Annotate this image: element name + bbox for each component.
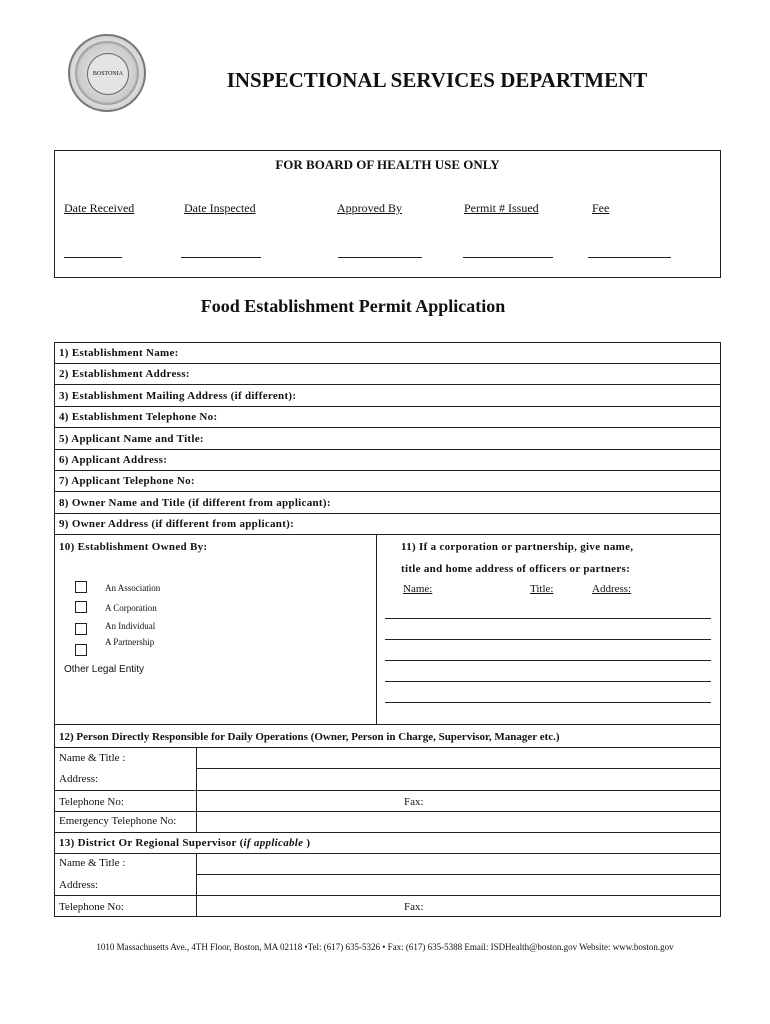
partnership-checkbox[interactable] xyxy=(75,644,87,656)
approved-by-line[interactable] xyxy=(338,257,422,258)
individual-label: An Individual xyxy=(105,621,156,631)
date-received-label: Date Received xyxy=(64,201,135,215)
responsible-address-label: Address: xyxy=(59,773,99,785)
officer-title-header: Title: xyxy=(530,583,554,595)
corporation-label: A Corporation xyxy=(105,603,157,613)
department-title: INSPECTIONAL SERVICES DEPARTMENT xyxy=(226,68,648,92)
date-inspected-label: Date Inspected xyxy=(184,201,256,215)
officer-address-header: Address: xyxy=(592,583,632,595)
owner-name-label: 8) Owner Name and Title (if different from applicant): xyxy=(59,497,331,509)
date-received-line[interactable] xyxy=(64,257,122,258)
board-heading: FOR BOARD OF HEALTH USE ONLY xyxy=(275,157,500,172)
association-label: An Association xyxy=(105,583,161,593)
establishment-name-label: 1) Establishment Name: xyxy=(59,347,179,359)
footer-contact: 1010 Massachusetts Ave., 4TH Floor, Boston, MA 02118 •Tel: (617) 635-5326 • Fax: (617) 635-5388 Email: ISDHealth@boston.gov Website: www.boston.gov xyxy=(96,942,674,952)
seal-text: BOSTONIA xyxy=(87,53,129,95)
other-legal-entity-label: Other Legal Entity xyxy=(64,664,145,675)
supervisor-telephone-label: Telephone No: xyxy=(59,901,124,913)
applicant-name-label: 5) Applicant Name and Title: xyxy=(59,433,204,445)
officer-line-1[interactable] xyxy=(385,618,711,619)
individual-checkbox[interactable] xyxy=(75,623,87,635)
district-supervisor-label: 13) District Or Regional Supervisor (if applicable ) xyxy=(59,837,311,849)
approved-by-label: Approved By xyxy=(337,201,402,215)
officers-instruction-line2: title and home address of officers or partners: xyxy=(401,563,631,575)
officers-instruction-line1: 11) If a corporation or partnership, give name, xyxy=(401,541,634,553)
officer-line-2[interactable] xyxy=(385,639,711,640)
permit-issued-label: Permit # Issued xyxy=(464,201,539,215)
fee-line[interactable] xyxy=(588,257,671,258)
owned-by-label: 10) Establishment Owned By: xyxy=(59,541,208,553)
association-checkbox[interactable] xyxy=(75,581,87,593)
section-divider xyxy=(376,534,377,724)
supervisor-address-label: Address: xyxy=(59,879,99,891)
corporation-checkbox[interactable] xyxy=(75,601,87,613)
applicant-telephone-label: 7) Applicant Telephone No: xyxy=(59,475,195,487)
applicant-address-label: 6) Applicant Address: xyxy=(59,454,168,466)
establishment-address-label: 2) Establishment Address: xyxy=(59,368,190,380)
mailing-address-label: 3) Establishment Mailing Address (if different): xyxy=(59,390,297,402)
board-of-health-box xyxy=(54,150,721,278)
establishment-telephone-label: 4) Establishment Telephone No: xyxy=(59,411,218,423)
owner-address-label: 9) Owner Address (if different from applicant): xyxy=(59,518,295,530)
form-title: Food Establishment Permit Application xyxy=(200,296,506,316)
responsible-fax-label: Fax: xyxy=(404,796,424,808)
responsible-telephone-label: Telephone No: xyxy=(59,796,124,808)
officer-line-4[interactable] xyxy=(385,681,711,682)
supervisor-name-label: Name & Title : xyxy=(59,857,126,869)
officer-line-3[interactable] xyxy=(385,660,711,661)
officer-name-header: Name: xyxy=(403,583,433,595)
partnership-label: A Partnership xyxy=(105,637,155,647)
responsible-person-label: 12) Person Directly Responsible for Daily Operations (Owner, Person in Charge, Supervisor, Manager etc.) xyxy=(59,731,560,743)
responsible-name-label: Name & Title : xyxy=(59,752,126,764)
supervisor-fax-label: Fax: xyxy=(404,901,424,913)
fee-label: Fee xyxy=(592,201,610,215)
date-inspected-line[interactable] xyxy=(181,257,261,258)
permit-issued-line[interactable] xyxy=(463,257,553,258)
application-form xyxy=(54,342,721,917)
emergency-telephone-label: Emergency Telephone No: xyxy=(59,815,177,827)
officer-line-5[interactable] xyxy=(385,702,711,703)
